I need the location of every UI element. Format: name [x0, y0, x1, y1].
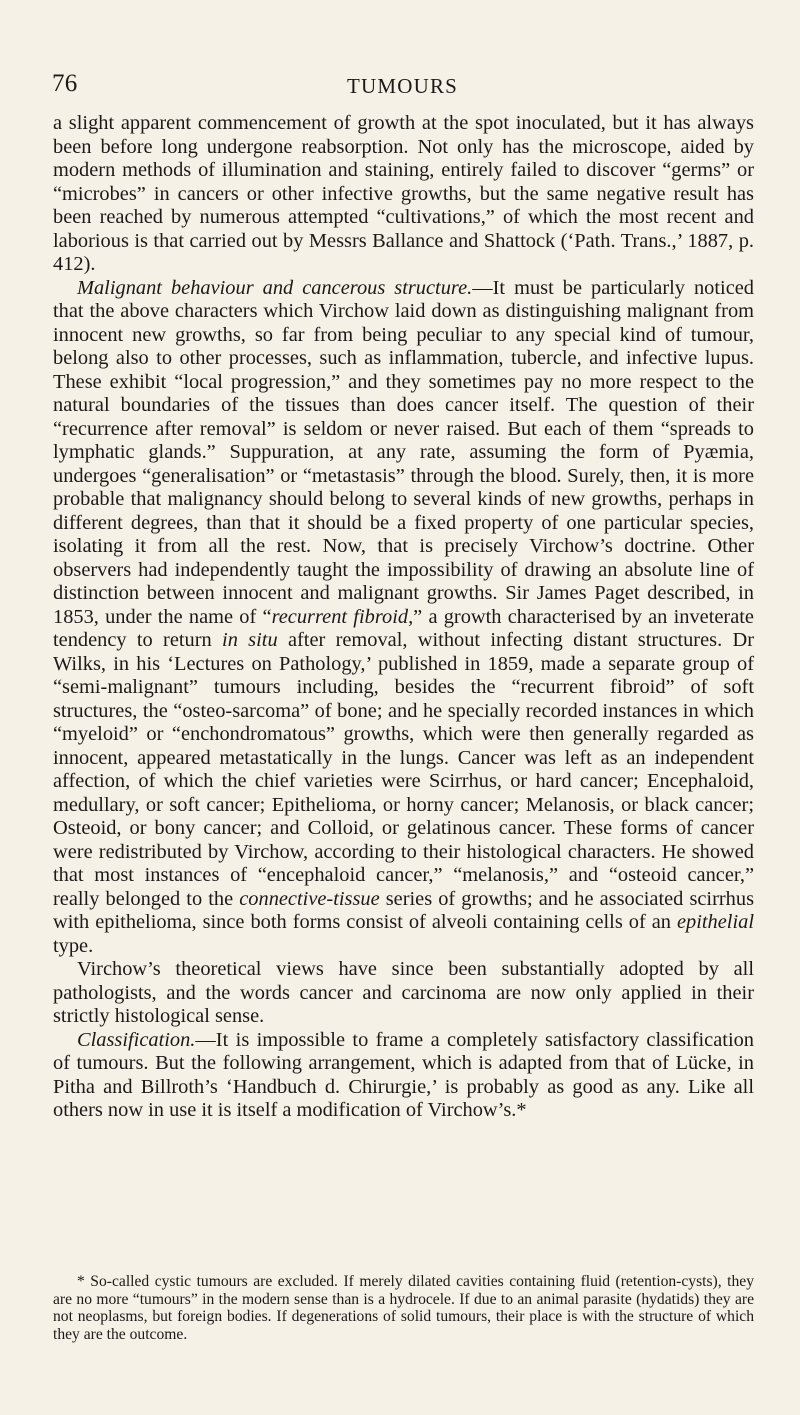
- paragraph-opening: a slight apparent commencement of growth at the spot inoculated, but it has always been before long undergone reabsorption. Not only has the microscope, aided by modern methods of illumination and staining, entirely failed to discover “germs” or “microbes” in cancers or other infective growths, but the same negative result has been reached by numerous attempted “cultivations,” of which the most recent and laborious is that carried out by Messrs Ballance and Shattock (‘Path. Trans.,’ 1887, p. 412).: [53, 112, 754, 275]
- page-header: [52, 70, 753, 104]
- footnote-text: * So-called cystic tumours are excluded. If merely dilated cavities containing fluid (retention-cysts), they are no more “tumours” in the modern sense than is a hydrocele. If due to an animal parasite (hydatids) they are not neoplasms, but foreign bodies. If degenerations of solid tumours, their place is with the structure of which they are the outcome.: [53, 1273, 754, 1343]
- malignancy-text-part-5: type.: [53, 934, 94, 957]
- page-number: 76: [52, 70, 78, 97]
- paragraph-classification: [53, 1029, 754, 1123]
- running-head: TUMOURS: [346, 74, 459, 98]
- malignancy-text-part-2: ” a growth characterised by an inveterate tendency to return: [53, 605, 754, 651]
- recurrent-fibroid-term: recurrent fibroid,: [271, 605, 414, 628]
- malignancy-text-part-4: series of growths; and he associated scirrhus with epithelioma, since both forms consist of alveoli containing cells of an: [53, 887, 755, 933]
- paragraph-malignant-behaviour: [53, 277, 754, 959]
- connective-tissue-term: connective-tissue: [239, 887, 380, 910]
- main-text: [53, 112, 754, 1123]
- footnote: [53, 1273, 754, 1343]
- in-situ-term: in situ: [222, 629, 278, 651]
- malignancy-text-part-1: —It must be particularly noticed that the above characters which Virchow laid down as distinguishing malignant from innocent new growths, so far from being peculiar to any special kind of tumour, belong also to other processes, such as inflammation, tubercle, and infective lupus. These exhibit “local progression,” and they sometimes pay no more respect to the natural boundaries of the tissues than does cancer itself. The question of their “recurrence after removal” is seldom or never raised. But each of them “spreads to lymphatic glands.” Suppuration, at any rate, assuming the form of Pyæmia, undergoes “generalisation” or “metastasis” through the blood. Surely, then, it is more probable that malignancy should belong to several kinds of new growths, perhaps in different degrees, than that it should be a fixed property of one particular species, isolating it from all the rest. Now, that is precisely Virchow’s doctrine. Other observers had independently taught the impossibility of drawing an absolute line of distinction between innocent and malignant growths. Sir James Paget described, in 1853, under the name of “: [53, 276, 754, 628]
- section-heading-classification: Classification.: [77, 1028, 196, 1051]
- paragraph-virchow-views: Virchow’s theoretical views have since been substantially adopted by all pathologists, and the words cancer and carcinoma are now only applied in their strictly histological sense.: [53, 958, 754, 1027]
- malignancy-text-part-3: after removal, without infecting distant structures. Dr Wilks, in his ‘Lectures on Pathology,’ published in 1859, made a separate group of “semi-malignant” tumours including, besides the “recurrent fibroid” of soft structures, the “osteo-sarcoma” of bone; and he specially recorded instances in which “myeloid” or “enchondromatous” growths, which were then generally regarded as innocent, appeared metastatically in the lungs. Cancer was left as an independent affection, of which the chief varieties were Scirrhus, or hard cancer; Encephaloid, medullary, or soft cancer; Epithelioma, or horny cancer; Melanosis, or black cancer; Osteoid, or bony cancer; and Colloid, or gelatinous cancer. These forms of cancer were redistributed by Virchow, according to their histological characters. He showed that most instances of “encephaloid cancer,” “melanosis,” and “osteoid cancer,” really belonged to the: [53, 629, 754, 910]
- classification-text: —It is impossible to frame a completely satisfactory classification of tumours. But the following arrangement, which is adapted from that of Lücke, in Pitha and Billroth’s ‘Handbuch d. Chirurgie,’ is probably as good as any. Like all others now in use it is itself a modification of Virchow’s.*: [53, 1028, 754, 1121]
- section-heading-malignant-behaviour: Malignant behaviour and cancerous structure.: [77, 276, 473, 299]
- epithelial-term: epithelial: [676, 911, 754, 933]
